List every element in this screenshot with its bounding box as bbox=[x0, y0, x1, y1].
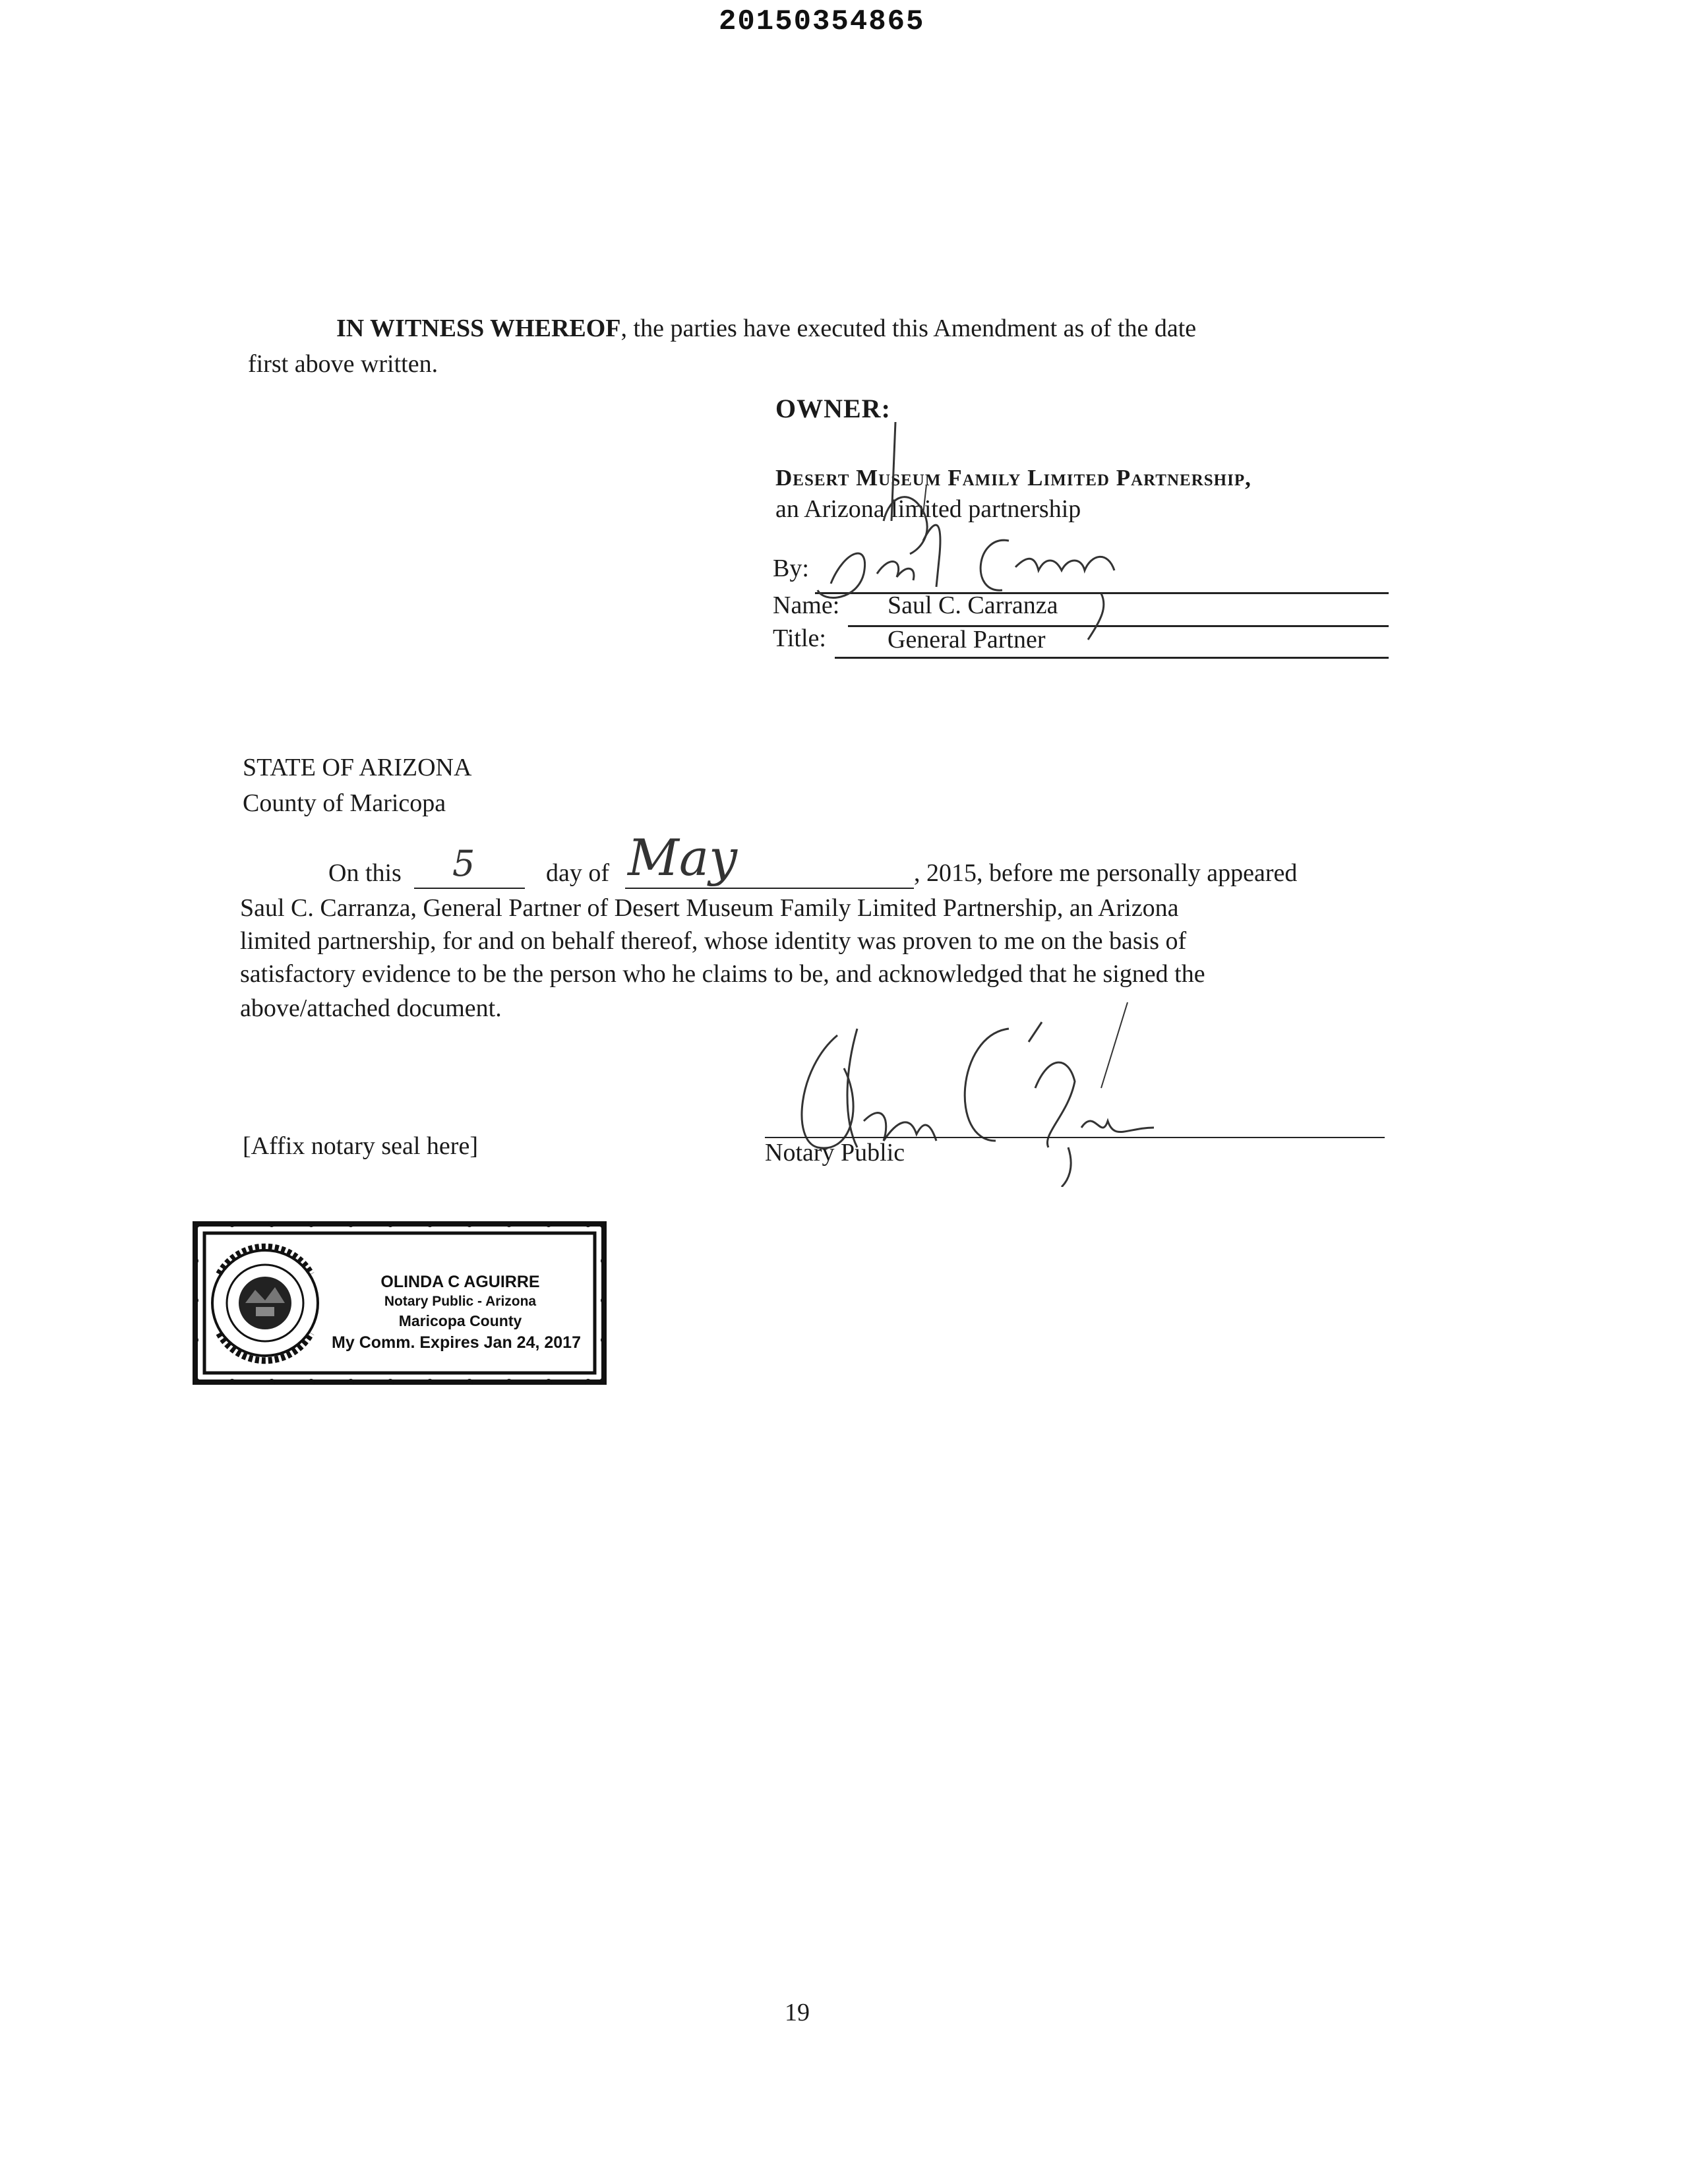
notary-stamp bbox=[193, 1221, 607, 1385]
state-heading: STATE OF ARIZONA bbox=[243, 754, 472, 781]
page-number: 19 bbox=[785, 1999, 810, 2026]
name-value: Saul C. Carranza bbox=[888, 592, 1058, 619]
notary-public-label: Notary Public bbox=[765, 1139, 905, 1167]
stamp-notary-title: Notary Public - Arizona bbox=[384, 1294, 537, 1309]
state-seal-icon bbox=[212, 1247, 318, 1361]
owner-company-type: an Arizona limited partnership bbox=[775, 495, 1081, 523]
ack-day-of: day of bbox=[546, 859, 610, 887]
name-label: Name: bbox=[773, 592, 840, 619]
witness-line-2: first above written. bbox=[248, 350, 438, 378]
day-blank-line bbox=[414, 888, 525, 889]
stamp-expiration: My Comm. Expires Jan 24, 2017 bbox=[332, 1333, 581, 1352]
witness-line-1 bbox=[336, 314, 1196, 343]
title-value: General Partner bbox=[888, 626, 1046, 653]
ack-on-this: On this bbox=[328, 859, 402, 887]
document-number: 20150354865 bbox=[719, 5, 925, 38]
affix-seal-label: [Affix notary seal here] bbox=[243, 1132, 478, 1160]
owner-heading: OWNER: bbox=[775, 394, 891, 423]
ack-month-value: May bbox=[628, 828, 738, 887]
witness-lead: IN WITNESS WHEREOF bbox=[336, 315, 621, 342]
owner-signature-image bbox=[791, 422, 1187, 673]
by-label: By: bbox=[773, 555, 809, 582]
witness-rest: , the parties have executed this Amendment as of the date bbox=[620, 315, 1197, 342]
owner-company: Desert Museum Family Limited Partnership, bbox=[775, 465, 1251, 491]
ack-line-4: satisfactory evidence to be the person who he claims to be, and acknowledged that he signed the bbox=[240, 960, 1205, 988]
stamp-notary-name: OLINDA C AGUIRRE bbox=[380, 1273, 540, 1291]
stamp-county: Maricopa County bbox=[398, 1312, 522, 1329]
ack-day-value: 5 bbox=[452, 843, 475, 884]
ack-line-3: limited partnership, for and on behalf thereof, whose identity was proven to me on the basis of bbox=[240, 927, 1187, 955]
ack-year-text: , 2015, before me personally appeared bbox=[914, 859, 1298, 887]
title-label: Title: bbox=[773, 624, 826, 652]
ack-line-2: Saul C. Carranza, General Partner of Desert Museum Family Limited Partnership, an Arizona bbox=[240, 894, 1179, 922]
county-heading: County of Maricopa bbox=[243, 789, 446, 817]
month-blank-line bbox=[625, 888, 914, 889]
ack-line-5: above/attached document. bbox=[240, 994, 502, 1022]
